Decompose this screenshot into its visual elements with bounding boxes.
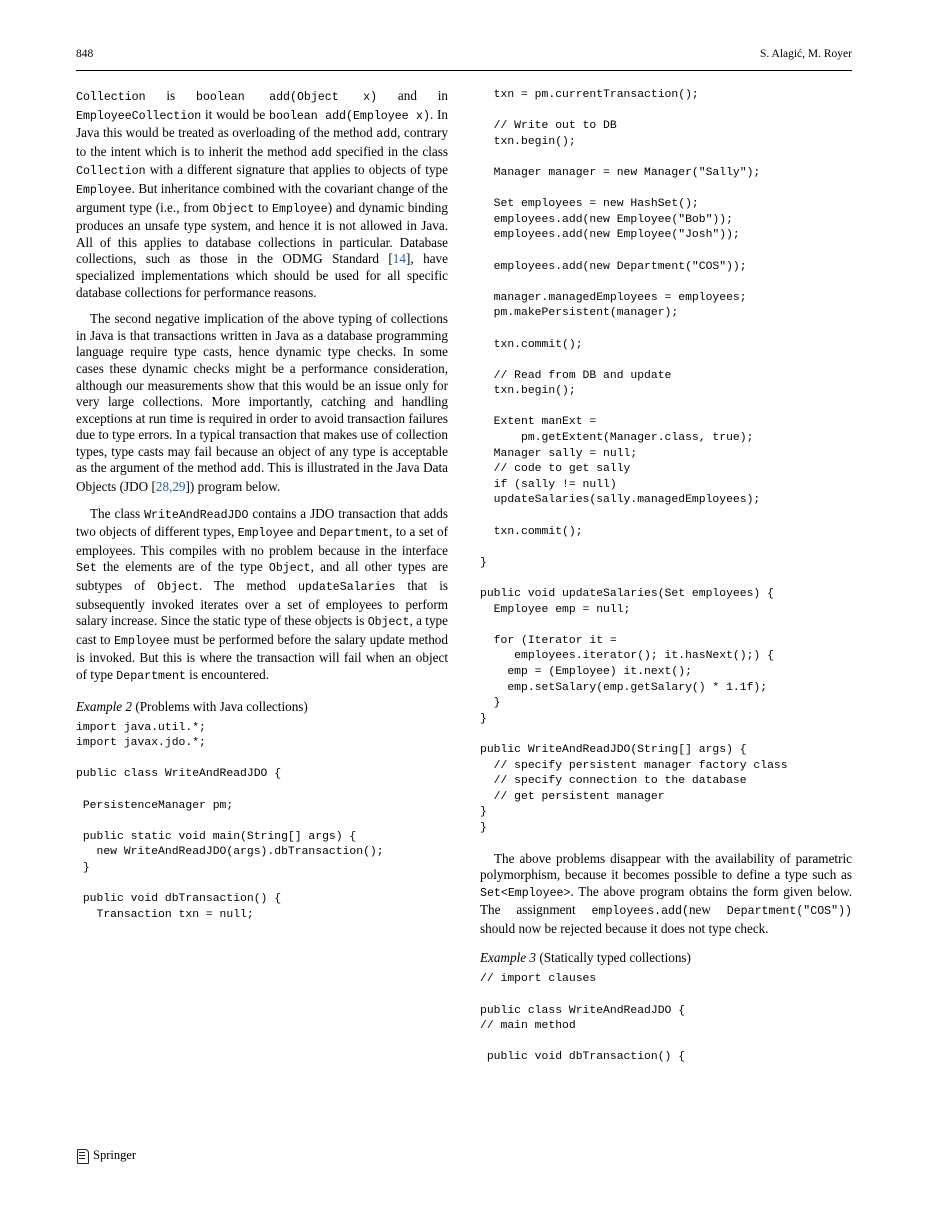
paragraph-parametric-polymorphism: The above problems disappear with the availability of parametric polymorphism, because it becomes possible to define a type such as Set<Employee>. The above program obtains the form given below. The assignment employees.add(new Department("COS")) should now be rejected because it does not type check.	[480, 850, 852, 936]
publisher-logo	[76, 1148, 136, 1163]
header-divider	[76, 70, 852, 71]
paragraph-collection-typing: Collection is boolean add(Object x) and in EmployeeCollection it would be boolean add(Employee x). In Java this would be treated as overloading of the method add, contrary to the intent which is to inherit the method add specified in the class Collection with a different signature that applies to objects of type Employee. But inheritance combined with the covariant change of the argument type (i.e., from Object to Employee) and dynamic binding produces an unsafe type system, and hence it is not allowed in Java. All of this applies to database collections in particular. Database collections, such as those in the ODMG Standard [14], have specialized implementations which should be used for all specific database collections for performance reasons.	[76, 88, 449, 300]
publisher-name: Springer	[93, 1148, 137, 1162]
code-listing-3: // import clauses public class WriteAndReadJDO { // main method public void dbTransaction() {	[480, 973, 686, 1064]
example-3-caption: (Statically typed collections)	[539, 950, 691, 966]
page-header	[76, 48, 852, 60]
page-number: 848	[76, 48, 94, 60]
two-column-body	[76, 88, 852, 1066]
example-3-label: Example 3	[480, 950, 537, 966]
example-2-caption: (Problems with Java collections)	[135, 698, 308, 714]
example-2-heading	[76, 699, 448, 715]
right-column	[480, 88, 852, 1066]
running-authors: S. Alagić, M. Royer	[760, 48, 852, 60]
example-2-label: Example 2	[76, 698, 133, 714]
springer-book-icon	[76, 1148, 89, 1163]
paragraph-writeandreadjdo: The class WriteAndReadJDO contains a JDO transaction that adds two objects of different types, Employee and Department, to a set of employees. This compiles with no problem because in the interface Set the elements are of the type Object, and all other types are subtypes of Object. The method updateSalaries that is subsequently invoked iterates over a set of employees to perform salary increase. Since the static type of these objects is Object, a type cast to Employee must be performed before the salary update method is invoked. But this is where the transaction will fail when an object of type Department is encountered.	[76, 505, 448, 683]
left-column	[76, 88, 448, 1066]
example-3-heading	[480, 950, 852, 966]
code-listing-2: txn = pm.currentTransaction(); // Write out to DB txn.begin(); Manager manager = new Manager("Sally"); Set employees = new HashSet(); employees.add(new Employee("Bob")); employees.add(new Employee("Josh")); employees.add(new Department("COS")); manager.managedEmployees = employees; pm.makePersistent(manager); txn.commit(); // Read from DB and update txn.begin(); Extent manExt = pm.getExtent(Manager.class, true); Manager sally = null; // code to get sally if (sally != null) updateSalaries(sally.managedEmployees); txn.commit(); } public void updateSalaries(Set employees) { Employee emp = null; for (Iterator it = employees.iterator(); it.hasNext();) { emp = (Employee) it.next(); emp.setSalary(emp.getSalary() * 1.1f); } } public WriteAndReadJDO(String[] args) { // specify persistent manager factory class // specify connection to the database // get persistent manager } }	[480, 89, 788, 834]
code-listing-1: import java.util.*; import javax.jdo.*; public class WriteAndReadJDO { PersistenceManager pm; public static void main(String[] args) { new WriteAndReadJDO(args).dbTransaction(); } public void dbTransaction() { Transaction txn = null;	[76, 721, 384, 921]
paragraph-transactions-typecasts: The second negative implication of the above typing of collections in Java is that transactions written in Java as a database programming language require type casts, hence dynamic type checks. In some cases these dynamic checks might be a performance consideration, although our measurements show that this would be an issue only for very large collections. More importantly, catching and handling exceptions at run time is required in order to avoid transaction failures due to type errors. In a typical transaction that makes use of collection types, type casts may fail because an object of any type is acceptable as the argument of the method add. This is illustrated in the Java Data Objects (JDO [28,29]) program below.	[76, 311, 449, 495]
